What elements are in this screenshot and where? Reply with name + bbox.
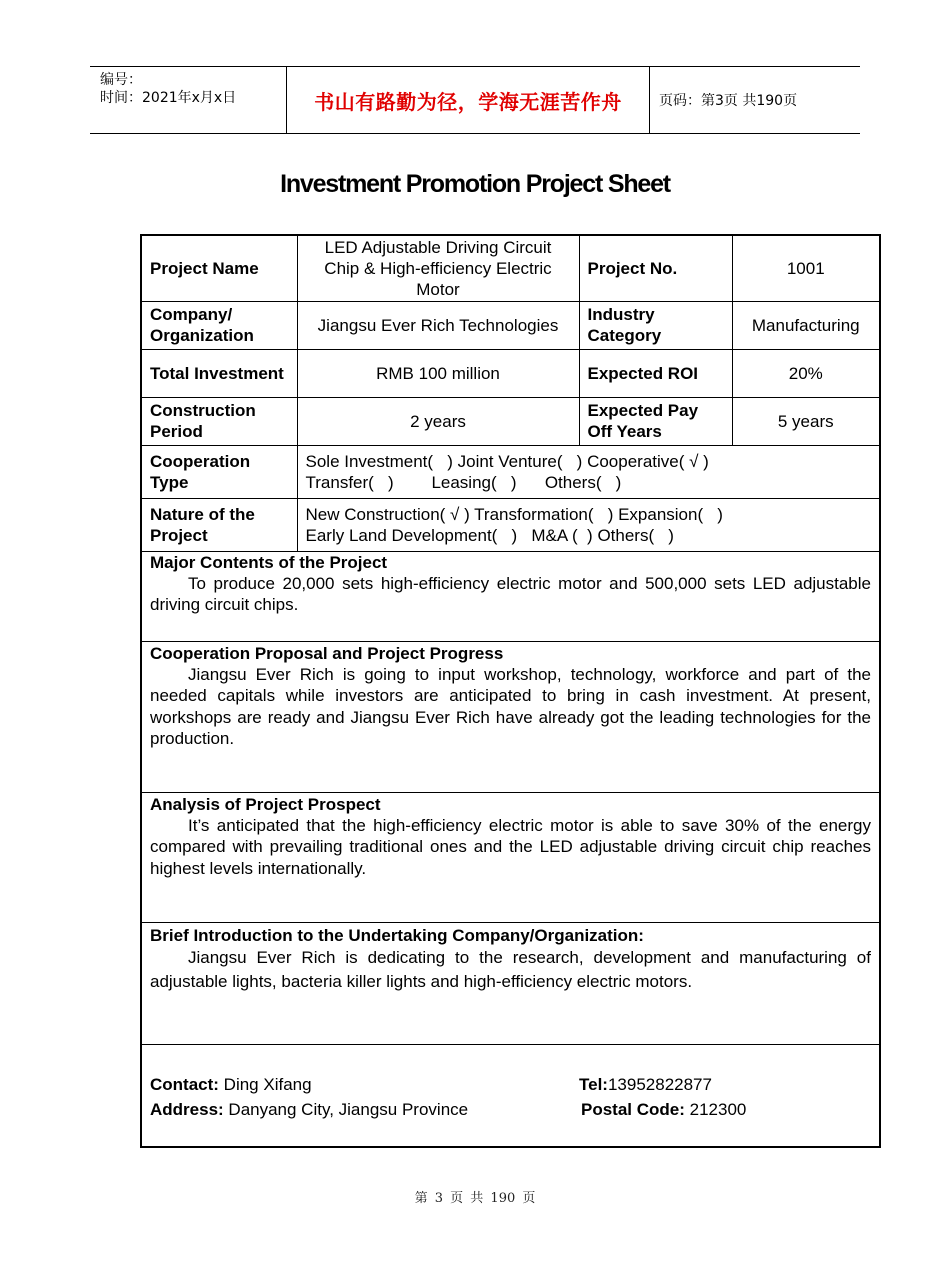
- address-line: [150, 1099, 468, 1120]
- page-header: [90, 66, 860, 134]
- row-construction: [141, 397, 880, 445]
- nature-label: Nature of the Project: [141, 498, 297, 551]
- postal-value: 212300: [684, 1099, 747, 1119]
- project-name-value: LED Adjustable Driving Circuit Chip & High-efficiency Electric Motor: [297, 235, 579, 301]
- header-page-cell: [650, 67, 860, 133]
- company-label: Company/ Organization: [141, 301, 297, 349]
- major-heading: Major Contents of the Project: [150, 552, 388, 572]
- page-info: 页码：第3页 共190页: [659, 93, 798, 109]
- prospect-cell: [141, 792, 880, 922]
- row-cooperation-type: [141, 445, 880, 498]
- total-investment-label: Total Investment: [141, 349, 297, 397]
- row-intro: [141, 922, 880, 1044]
- coop-type-label: Cooperation Type: [141, 445, 297, 498]
- date-line: 时间：2021年x月x日: [100, 90, 237, 106]
- tel-line: [579, 1074, 712, 1095]
- intro-text: Jiangsu Ever Rich is dedicating to the research, development and manufacturing of adjustable lights, bacteria killer lights and high-efficiency electric motors.: [150, 947, 871, 991]
- prospect-text: It’s anticipated that the high-efficiency electric motor is able to save 30% of the energy compared with prevailing traditional ones and the LED adjustable driving circuit chip reaches highest levels internationally.: [150, 815, 871, 878]
- postal-line: [581, 1099, 746, 1120]
- nature-options: [297, 498, 880, 551]
- motto: 书山有路勤为径，学海无涯苦作舟: [314, 89, 622, 114]
- project-no-label: Project No.: [579, 235, 732, 301]
- contact-value: Ding Xifang: [218, 1074, 312, 1094]
- industry-label: Industry Category: [579, 301, 732, 349]
- proposal-text: Jiangsu Ever Rich is going to input workshop, technology, workforce and part of the needed capitals while investors are anticipated to bring in cash investment. At present, workshops are ready and Jiangsu Ever Rich have already got the leading technologies for the production.: [150, 664, 871, 748]
- roi-label: Expected ROI: [579, 349, 732, 397]
- row-proposal: [141, 641, 880, 792]
- intro-cell: [141, 922, 880, 1044]
- major-contents-cell: [141, 551, 880, 641]
- industry-value: Manufacturing: [732, 301, 880, 349]
- row-investment: [141, 349, 880, 397]
- proposal-heading: Cooperation Proposal and Project Progress: [150, 643, 504, 663]
- payoff-value: 5 years: [732, 397, 880, 445]
- tel-label: Tel:: [579, 1074, 608, 1094]
- nature-line2: Early Land Development( ) M&A ( ) Others( ): [305, 525, 674, 545]
- contact-cell: [141, 1044, 880, 1147]
- row-nature: [141, 498, 880, 551]
- company-value: Jiangsu Ever Rich Technologies: [297, 301, 579, 349]
- intro-heading: Brief Introduction to the Undertaking Company/Organization:: [150, 925, 644, 945]
- roi-value: 20%: [732, 349, 880, 397]
- major-text: To produce 20,000 sets high-efficiency electric motor and 500,000 sets LED adjustable driving circuit chips.: [150, 573, 871, 614]
- header-motto-cell: [287, 67, 650, 133]
- project-name-label: Project Name: [141, 235, 297, 301]
- project-no-value: 1001: [732, 235, 880, 301]
- payoff-label: Expected Pay Off Years: [579, 397, 732, 445]
- row-major-contents: [141, 551, 880, 641]
- row-company: [141, 301, 880, 349]
- tel-value: 13952822877: [607, 1074, 712, 1094]
- row-prospect: [141, 792, 880, 922]
- document-title: Investment Promotion Project Sheet: [280, 170, 670, 198]
- nature-line1: New Construction( √ ) Transformation( ) Expansion( ): [305, 504, 723, 524]
- contact-line: [150, 1074, 312, 1095]
- row-contact: [141, 1044, 880, 1147]
- proposal-cell: [141, 641, 880, 792]
- construction-value: 2 years: [297, 397, 579, 445]
- contact-label: Contact:: [150, 1074, 219, 1094]
- prospect-heading: Analysis of Project Prospect: [150, 794, 381, 814]
- address-value: Danyang City, Jiangsu Province: [223, 1099, 469, 1119]
- coop-type-line1: Sole Investment( ) Joint Venture( ) Cooperative( √ ): [305, 451, 709, 471]
- postal-label: Postal Code:: [581, 1099, 685, 1119]
- construction-label: Construction Period: [141, 397, 297, 445]
- address-label: Address:: [150, 1099, 224, 1119]
- header-meta-cell: [90, 67, 287, 133]
- row-project-name: [141, 235, 880, 301]
- coop-type-line2: Transfer( ) Leasing( ) Others( ): [305, 472, 622, 492]
- serial-label: 编号：: [100, 72, 142, 88]
- total-investment-value: RMB 100 million: [297, 349, 579, 397]
- project-sheet-table: [140, 234, 881, 1148]
- page-footer: 第 3 页 共 190 页: [414, 1191, 536, 1206]
- coop-type-options: [297, 445, 880, 498]
